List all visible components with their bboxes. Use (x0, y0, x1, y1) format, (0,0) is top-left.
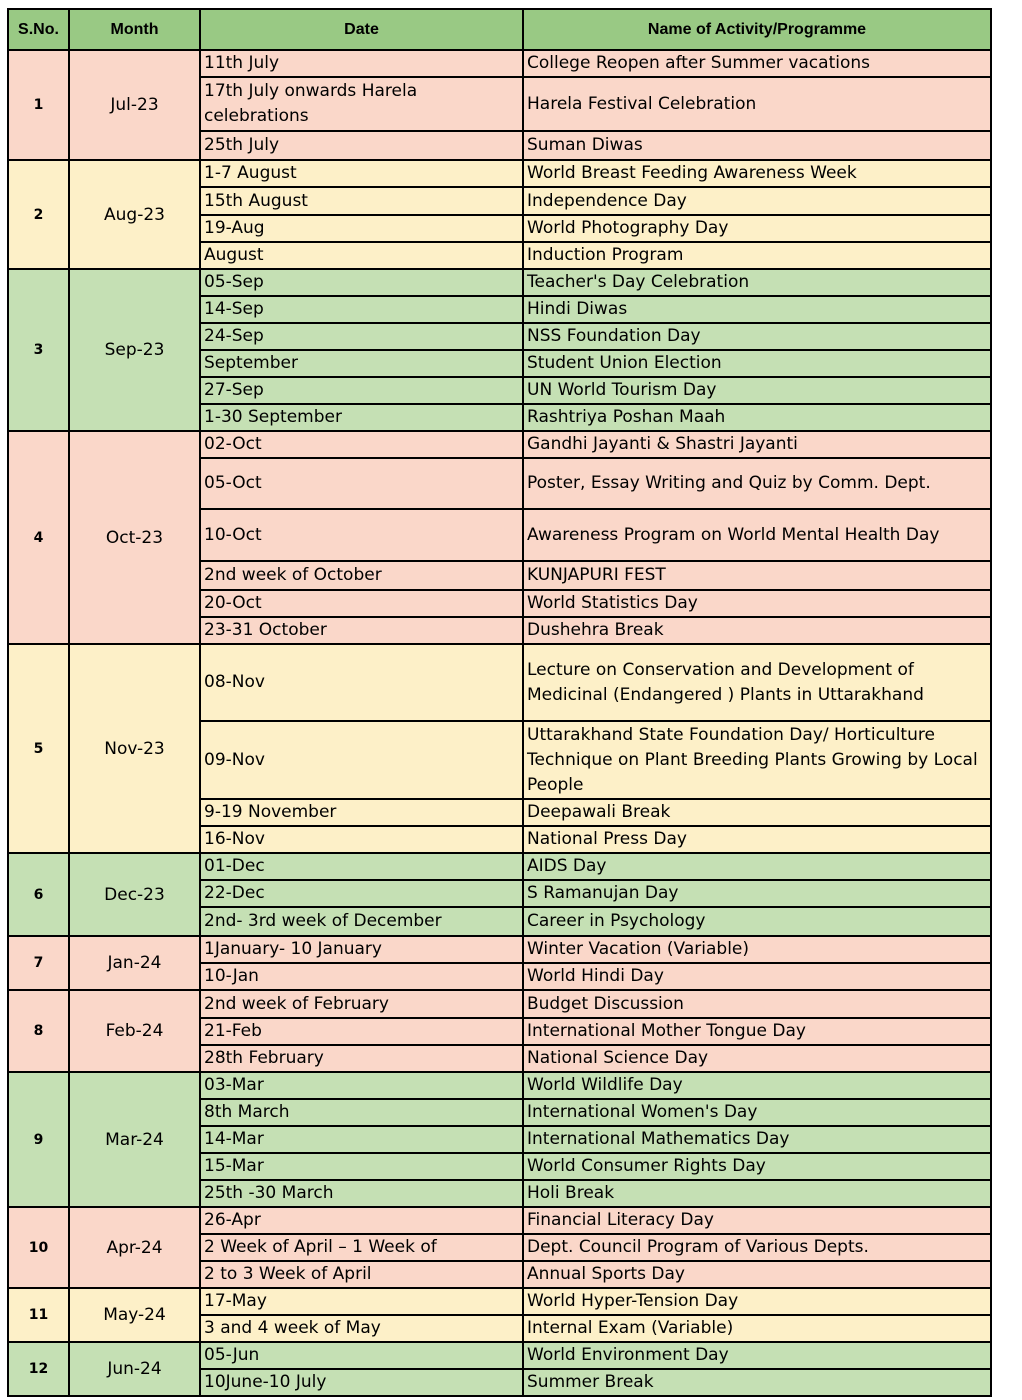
activity-cell: Lecture on Conservation and Development of Medicinal (Endangered ) Plants in Uttarakhand (523, 644, 991, 721)
activity-cell: World Hyper-Tension Day (523, 1288, 991, 1315)
activity-cell: Budget Discussion (523, 990, 991, 1018)
serial-number-cell: 1 (8, 50, 69, 160)
date-cell: 26-Apr (200, 1207, 523, 1234)
activity-cell: Harela Festival Celebration (523, 77, 991, 131)
date-cell: 28th February (200, 1045, 523, 1072)
activity-cell: Hindi Diwas (523, 296, 991, 323)
serial-number-cell: 7 (8, 936, 69, 990)
date-cell: 11th July (200, 50, 523, 77)
date-cell: 17-May (200, 1288, 523, 1315)
table-row (8, 990, 991, 1018)
activity-cell: Summer Break (523, 1369, 991, 1396)
table-row (8, 1207, 991, 1234)
serial-number-cell: 12 (8, 1342, 69, 1396)
date-cell: 15-Mar (200, 1153, 523, 1180)
serial-number-cell: 3 (8, 269, 69, 431)
activity-cell: World Wildlife Day (523, 1072, 991, 1099)
activity-cell: Deepawali Break (523, 799, 991, 826)
activity-cell: World Photography Day (523, 215, 991, 242)
header-sno: S.No. (8, 9, 69, 50)
date-cell: 01-Dec (200, 853, 523, 880)
date-cell: 2nd- 3rd week of December (200, 907, 523, 936)
table-row (8, 1342, 991, 1369)
activity-cell: Dushehra Break (523, 617, 991, 644)
serial-number-cell: 4 (8, 431, 69, 644)
activity-cell: Gandhi Jayanti & Shastri Jayanti (523, 431, 991, 458)
date-cell: 22-Dec (200, 880, 523, 907)
activity-cell: International Women's Day (523, 1099, 991, 1126)
date-cell: 05-Sep (200, 269, 523, 296)
month-cell: Feb-24 (69, 990, 200, 1072)
serial-number-cell: 9 (8, 1072, 69, 1207)
table-row (8, 50, 991, 77)
date-cell: 9-19 November (200, 799, 523, 826)
table-row (8, 644, 991, 721)
serial-number-cell: 2 (8, 160, 69, 269)
month-cell: Aug-23 (69, 160, 200, 269)
activity-cell: KUNJAPURI FEST (523, 561, 991, 590)
date-cell: 08-Nov (200, 644, 523, 721)
date-cell: 14-Mar (200, 1126, 523, 1153)
table-row (8, 1288, 991, 1315)
date-cell: 05-Jun (200, 1342, 523, 1369)
activity-cell: Poster, Essay Writing and Quiz by Comm. Dept. (523, 458, 991, 509)
date-cell: 16-Nov (200, 826, 523, 853)
date-cell: 1January- 10 January (200, 936, 523, 963)
activity-cell: College Reopen after Summer vacations (523, 50, 991, 77)
table-row (8, 936, 991, 963)
date-cell: 14-Sep (200, 296, 523, 323)
activity-cell: Independence Day (523, 187, 991, 215)
month-cell: May-24 (69, 1288, 200, 1342)
date-cell: 24-Sep (200, 323, 523, 350)
date-cell: 17th July onwards Harela celebrations (200, 77, 523, 131)
date-cell: 02-Oct (200, 431, 523, 458)
table-body (8, 50, 991, 1396)
table-row (8, 1072, 991, 1099)
month-cell: Sep-23 (69, 269, 200, 431)
month-cell: Dec-23 (69, 853, 200, 936)
activity-cell: Induction Program (523, 242, 991, 269)
month-cell: Mar-24 (69, 1072, 200, 1207)
activity-cell: Annual Sports Day (523, 1261, 991, 1288)
date-cell: 2nd week of February (200, 990, 523, 1018)
activity-cell: Rashtriya Poshan Maah (523, 404, 991, 431)
date-cell: September (200, 350, 523, 377)
date-cell: 10June-10 July (200, 1369, 523, 1396)
date-cell: 1-30 September (200, 404, 523, 431)
header-date: Date (200, 9, 523, 50)
activity-cell: International Mathematics Day (523, 1126, 991, 1153)
activity-cell: World Breast Feeding Awareness Week (523, 160, 991, 187)
month-cell: Jan-24 (69, 936, 200, 990)
date-cell: 25th July (200, 131, 523, 160)
date-cell: 20-Oct (200, 590, 523, 617)
date-cell: 15th August (200, 187, 523, 215)
month-cell: Nov-23 (69, 644, 200, 853)
table-row (8, 269, 991, 296)
date-cell: 09-Nov (200, 721, 523, 799)
date-cell: 27-Sep (200, 377, 523, 404)
month-cell: Oct-23 (69, 431, 200, 644)
date-cell: 2 Week of April – 1 Week of (200, 1234, 523, 1261)
date-cell: 25th -30 March (200, 1180, 523, 1207)
activity-cell: World Environment Day (523, 1342, 991, 1369)
activity-cell: Winter Vacation (Variable) (523, 936, 991, 963)
activity-cell: Financial Literacy Day (523, 1207, 991, 1234)
date-cell: 10-Jan (200, 963, 523, 990)
activity-cell: Student Union Election (523, 350, 991, 377)
table-row (8, 853, 991, 880)
activity-cell: Teacher's Day Celebration (523, 269, 991, 296)
date-cell: 10-Oct (200, 509, 523, 561)
activity-cell: Career in Psychology (523, 907, 991, 936)
serial-number-cell: 8 (8, 990, 69, 1072)
month-cell: Jul-23 (69, 50, 200, 160)
table-row (8, 160, 991, 187)
date-cell: 03-Mar (200, 1072, 523, 1099)
month-cell: Apr-24 (69, 1207, 200, 1288)
activity-cell: Suman Diwas (523, 131, 991, 160)
serial-number-cell: 5 (8, 644, 69, 853)
activity-cell: World Statistics Day (523, 590, 991, 617)
date-cell: August (200, 242, 523, 269)
activity-cell: World Consumer Rights Day (523, 1153, 991, 1180)
serial-number-cell: 10 (8, 1207, 69, 1288)
activity-cell: International Mother Tongue Day (523, 1018, 991, 1045)
activity-calendar-table (7, 8, 992, 1397)
date-cell: 1-7 August (200, 160, 523, 187)
date-cell: 19-Aug (200, 215, 523, 242)
activity-cell: AIDS Day (523, 853, 991, 880)
date-cell: 21-Feb (200, 1018, 523, 1045)
activity-cell: World Hindi Day (523, 963, 991, 990)
serial-number-cell: 11 (8, 1288, 69, 1342)
serial-number-cell: 6 (8, 853, 69, 936)
date-cell: 23-31 October (200, 617, 523, 644)
date-cell: 2nd week of October (200, 561, 523, 590)
activity-cell: Awareness Program on World Mental Health Day (523, 509, 991, 561)
activity-cell: UN World Tourism Day (523, 377, 991, 404)
activity-cell: Uttarakhand State Foundation Day/ Horticulture Technique on Plant Breeding Plants Growing by Local People (523, 721, 991, 799)
activity-cell: S Ramanujan Day (523, 880, 991, 907)
activity-cell: National Press Day (523, 826, 991, 853)
header-row (8, 9, 991, 50)
table-row (8, 431, 991, 458)
activity-cell: NSS Foundation Day (523, 323, 991, 350)
header-activity: Name of Activity/Programme (523, 9, 991, 50)
date-cell: 3 and 4 week of May (200, 1315, 523, 1342)
header-month: Month (69, 9, 200, 50)
activity-cell: Dept. Council Program of Various Depts. (523, 1234, 991, 1261)
date-cell: 05-Oct (200, 458, 523, 509)
activity-cell: National Science Day (523, 1045, 991, 1072)
date-cell: 8th March (200, 1099, 523, 1126)
activity-cell: Holi Break (523, 1180, 991, 1207)
activity-cell: Internal Exam (Variable) (523, 1315, 991, 1342)
date-cell: 2 to 3 Week of April (200, 1261, 523, 1288)
month-cell: Jun-24 (69, 1342, 200, 1396)
